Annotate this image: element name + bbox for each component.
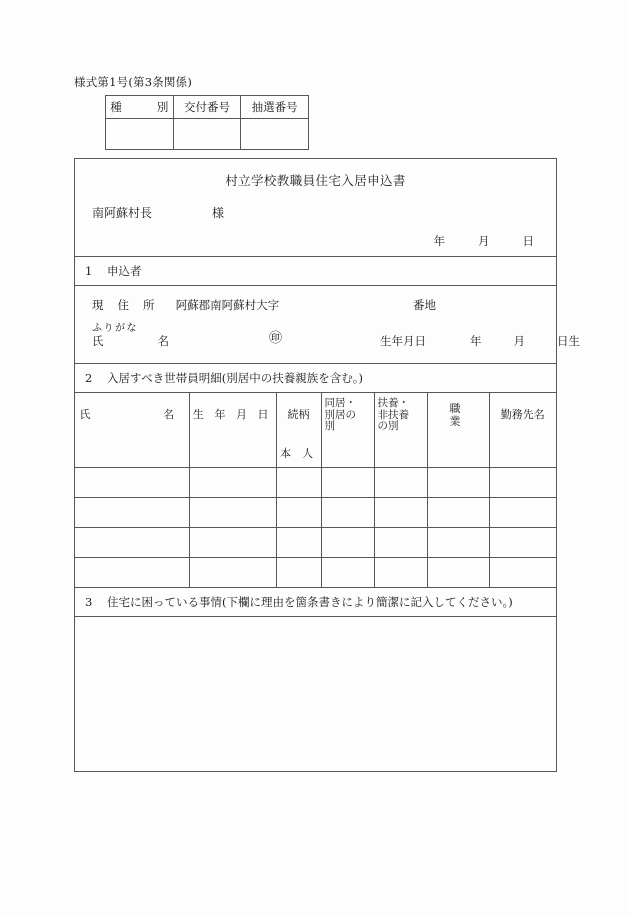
top-table-value-issue-number[interactable]	[173, 119, 241, 150]
household-col-support	[374, 393, 427, 438]
household-col-support-line2: 非扶養	[377, 408, 409, 421]
cell-residence[interactable]	[321, 438, 374, 468]
cell-workplace[interactable]	[489, 498, 556, 528]
addressee-line	[92, 204, 224, 221]
table-row	[75, 438, 556, 468]
household-col-support-line3: の別	[377, 420, 399, 433]
cell-residence[interactable]	[321, 528, 374, 558]
current-address-row	[92, 297, 279, 313]
cell-residence[interactable]	[321, 558, 374, 588]
cell-workplace[interactable]	[489, 438, 556, 468]
cell-name[interactable]	[75, 558, 189, 588]
cell-name[interactable]	[75, 528, 189, 558]
table-row	[75, 468, 556, 498]
household-col-dob	[189, 393, 276, 438]
household-col-relation: 続柄	[276, 393, 321, 438]
household-col-workplace: 勤務先名	[489, 393, 556, 438]
cell-dob[interactable]	[189, 468, 276, 498]
seal-stamp-icon: ㊞	[269, 331, 283, 346]
table-row	[75, 498, 556, 528]
household-col-support-line1: 扶養・	[377, 396, 409, 409]
cell-occupation[interactable]	[427, 528, 489, 558]
top-table-header-type-label: 種 別	[110, 100, 173, 114]
cell-support[interactable]	[374, 468, 427, 498]
top-table-header-lottery-number: 抽選番号	[241, 96, 309, 119]
section1-title-band	[75, 257, 556, 286]
applicant-dob-month-label: 月	[513, 334, 525, 348]
cell-relation[interactable]	[276, 528, 321, 558]
household-table-band	[75, 393, 556, 588]
household-members-table	[75, 393, 556, 587]
table-row	[75, 558, 556, 588]
household-col-occupation-label: 職 業	[449, 402, 501, 428]
household-header-row	[75, 393, 556, 438]
cell-relation-label: 本 人	[279, 446, 318, 460]
top-table-value-type[interactable]	[106, 119, 174, 150]
cell-residence[interactable]	[321, 498, 374, 528]
household-col-residence-line2: 別居の	[324, 408, 356, 421]
cell-name[interactable]	[75, 468, 189, 498]
cell-workplace[interactable]	[489, 468, 556, 498]
form-number-label: 様式第1号(第3条関係)	[74, 75, 193, 89]
section2-title: 入居すべき世帯員明細(別居中の扶養親族を含む。)	[107, 371, 363, 385]
top-table-header-row	[106, 96, 309, 119]
cell-support[interactable]	[374, 438, 427, 468]
cell-name[interactable]	[75, 498, 189, 528]
application-form-frame	[74, 158, 580, 772]
submission-date-line[interactable]	[434, 233, 535, 249]
current-address-label: 現 住 所	[92, 298, 160, 312]
applicant-name-row[interactable]	[92, 333, 179, 349]
applicant-detail-band	[75, 286, 580, 364]
household-col-residence-line3: 別	[324, 420, 335, 433]
household-col-dob-label: 生 年 月 日	[192, 408, 273, 422]
section2-number: 2	[85, 371, 93, 385]
household-col-name-label: 氏 名	[79, 408, 184, 422]
applicant-dob-year-label: 年	[470, 334, 482, 348]
document-title: 村立学校教職員住宅入居申込書	[225, 173, 406, 188]
section3-title-band	[75, 588, 556, 617]
addressee-name: 南阿蘇村長	[92, 206, 153, 220]
top-table-value-row	[106, 119, 309, 150]
cell-relation[interactable]	[276, 498, 321, 528]
section2-title-band	[75, 364, 556, 393]
cell-dob[interactable]	[189, 528, 276, 558]
section1-title: 申込者	[107, 264, 142, 278]
registration-number-table	[105, 95, 309, 150]
cell-relation[interactable]	[276, 468, 321, 498]
household-col-name	[75, 393, 189, 438]
cell-workplace[interactable]	[489, 558, 556, 588]
current-address-suffix: 番地	[413, 298, 436, 312]
cell-relation[interactable]	[276, 558, 321, 588]
cell-dob[interactable]	[189, 558, 276, 588]
applicant-dob-label: 生年月日	[380, 334, 426, 348]
applicant-dob-day-label: 日生	[557, 334, 580, 348]
applicant-dob-row[interactable]	[380, 333, 580, 349]
cell-dob[interactable]	[189, 498, 276, 528]
date-month-label: 月	[478, 234, 490, 248]
date-year-label: 年	[433, 234, 445, 248]
household-col-occupation	[427, 393, 501, 438]
form-header-band	[75, 159, 556, 257]
cell-relation[interactable]	[276, 438, 321, 468]
current-address-prefix: 阿蘇郡南阿蘇村大字	[175, 298, 280, 312]
cell-occupation[interactable]	[427, 438, 489, 468]
table-row	[75, 528, 556, 558]
section3-title: 住宅に困っている事情(下欄に理由を箇条書きにより簡潔に記入してください。)	[107, 595, 513, 609]
cell-occupation[interactable]	[427, 468, 489, 498]
section1-number: 1	[85, 264, 93, 278]
cell-support[interactable]	[374, 498, 427, 528]
reason-free-text-area[interactable]	[75, 617, 556, 772]
furigana-label: ふりがな	[92, 323, 138, 334]
top-table-value-lottery-number[interactable]	[241, 119, 309, 150]
addressee-honorific: 様	[212, 206, 225, 220]
cell-support[interactable]	[374, 558, 427, 588]
date-day-label: 日	[522, 234, 534, 248]
cell-workplace[interactable]	[489, 528, 556, 558]
top-table-header-type	[106, 96, 174, 119]
cell-dob[interactable]	[189, 438, 276, 468]
cell-name[interactable]	[75, 438, 189, 468]
section3-number: 3	[85, 595, 93, 609]
applicant-name-label: 氏 名	[92, 334, 180, 348]
household-col-residence-line1: 同居・	[324, 396, 356, 409]
household-col-residence	[321, 393, 374, 438]
cell-residence[interactable]	[321, 468, 374, 498]
cell-occupation[interactable]	[427, 498, 489, 528]
cell-occupation[interactable]	[427, 558, 489, 588]
cell-support[interactable]	[374, 528, 427, 558]
top-table-header-issue-number: 交付番号	[173, 96, 241, 119]
